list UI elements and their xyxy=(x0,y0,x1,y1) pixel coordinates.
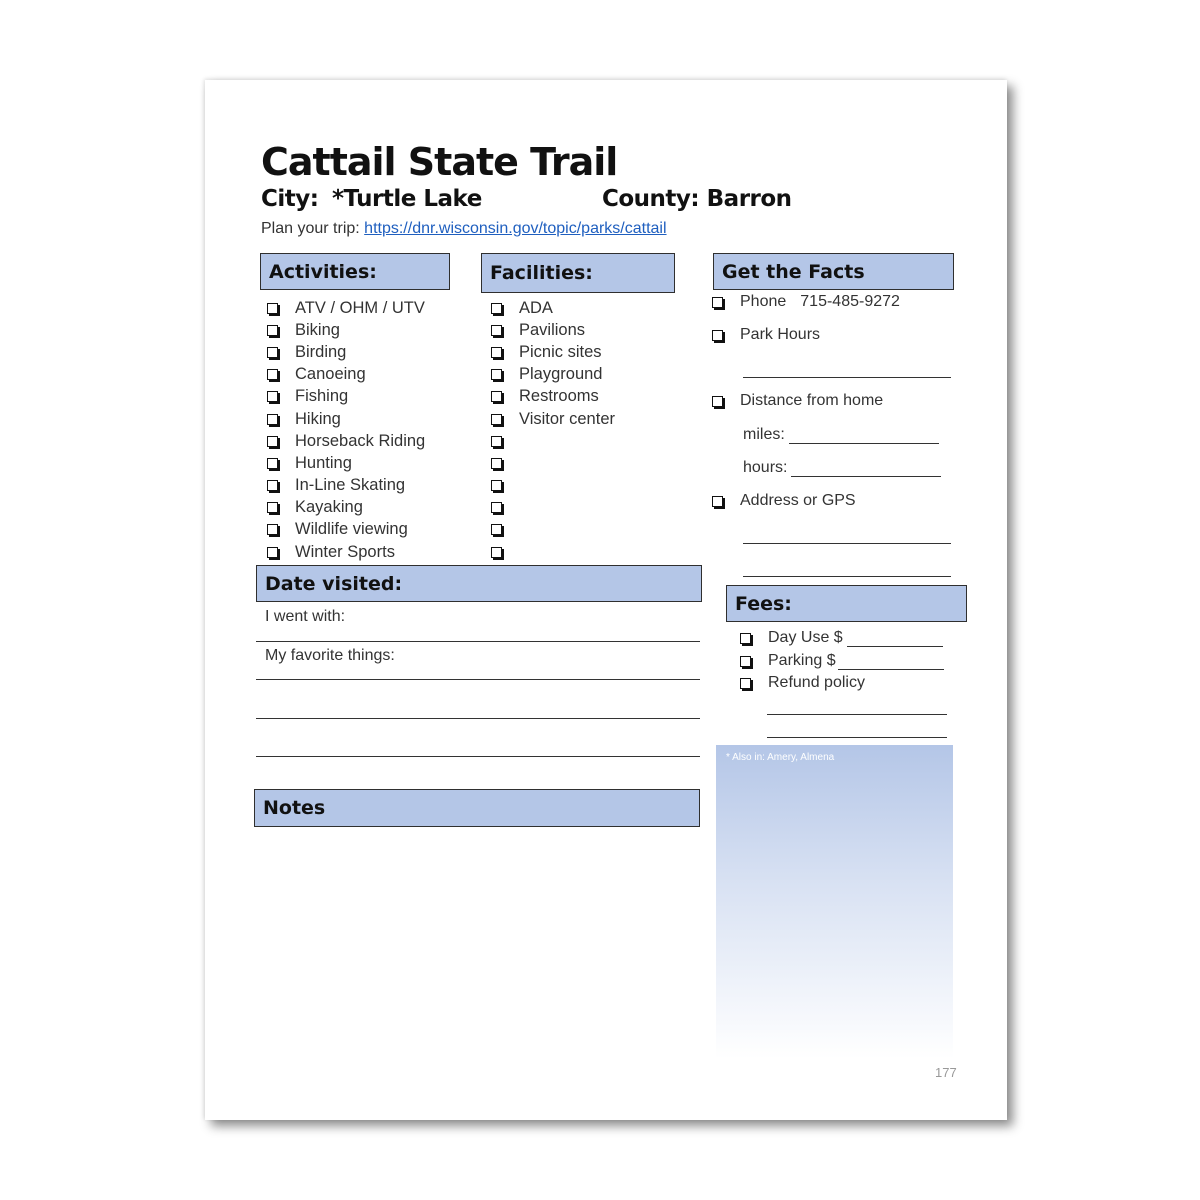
county-line xyxy=(602,186,792,212)
hours-label: hours: xyxy=(743,459,788,476)
worksheet-page xyxy=(205,80,1007,1120)
activities-label: Wildlife viewing xyxy=(295,520,408,539)
activities-list xyxy=(267,297,425,563)
facilities-checkbox[interactable] xyxy=(491,547,502,558)
activities-checkbox[interactable] xyxy=(267,303,278,314)
park-hours-line[interactable] xyxy=(743,377,951,378)
parking-row xyxy=(740,652,944,670)
activities-item xyxy=(267,341,425,363)
went-with-label: I went with: xyxy=(265,608,346,625)
park-hours-label: Park Hours xyxy=(740,326,821,343)
activities-checkbox[interactable] xyxy=(267,391,278,402)
refund-row xyxy=(740,674,865,692)
facilities-header: Facilities: xyxy=(481,253,675,293)
activities-checkbox[interactable] xyxy=(267,369,278,380)
facilities-checkbox[interactable] xyxy=(491,325,502,336)
day-use-field[interactable] xyxy=(847,630,943,647)
activities-label: Hiking xyxy=(295,409,341,428)
activities-item xyxy=(267,297,425,319)
miles-field[interactable] xyxy=(789,427,939,444)
distance-row xyxy=(712,392,883,410)
facts-header: Get the Facts xyxy=(713,253,954,290)
activities-item xyxy=(267,430,425,452)
plan-label: Plan your trip: xyxy=(261,220,360,237)
facilities-item xyxy=(491,297,615,319)
activities-label: Hunting xyxy=(295,453,352,472)
activities-item xyxy=(267,497,425,519)
facilities-item xyxy=(491,386,615,408)
address-label: Address or GPS xyxy=(740,492,856,509)
city-label: City: xyxy=(261,186,319,212)
phone-checkbox[interactable] xyxy=(712,297,723,308)
phone-row xyxy=(712,293,900,311)
activities-checkbox[interactable] xyxy=(267,325,278,336)
activities-item xyxy=(267,386,425,408)
facilities-checkbox[interactable] xyxy=(491,391,502,402)
facilities-label: Pavilions xyxy=(519,320,586,339)
facilities-label: Picnic sites xyxy=(519,342,602,361)
hours-row xyxy=(743,459,941,477)
activities-checkbox[interactable] xyxy=(267,347,278,358)
facilities-item xyxy=(491,519,615,541)
activities-checkbox[interactable] xyxy=(267,414,278,425)
facilities-item xyxy=(491,408,615,430)
also-in-note: * Also in: Amery, Almena xyxy=(726,752,835,763)
parking-field[interactable] xyxy=(838,653,944,670)
address-row xyxy=(712,492,856,510)
plan-trip-line xyxy=(261,220,667,238)
activities-label: ATV / OHM / UTV xyxy=(295,298,425,317)
facilities-label: Playground xyxy=(519,365,603,384)
hours-field[interactable] xyxy=(791,460,941,477)
facilities-checkbox[interactable] xyxy=(491,347,502,358)
facilities-item xyxy=(491,364,615,386)
facilities-checkbox[interactable] xyxy=(491,436,502,447)
park-hours-row xyxy=(712,326,820,344)
facilities-label: ADA xyxy=(519,298,553,317)
day-use-label: Day Use $ xyxy=(768,629,843,646)
activities-item xyxy=(267,364,425,386)
distance-checkbox[interactable] xyxy=(712,396,723,407)
facilities-item xyxy=(491,430,615,452)
notes-header: Notes xyxy=(254,789,700,827)
activities-item xyxy=(267,519,425,541)
distance-label: Distance from home xyxy=(740,392,884,409)
county-label: County: xyxy=(602,186,700,212)
facilities-item xyxy=(491,341,615,363)
facilities-checkbox[interactable] xyxy=(491,524,502,535)
activities-label: Horseback Riding xyxy=(295,431,426,450)
activities-item xyxy=(267,541,425,563)
facilities-checkbox[interactable] xyxy=(491,369,502,380)
favorite-label: My favorite things: xyxy=(265,647,395,664)
page-title: Cattail State Trail xyxy=(261,140,618,184)
activities-checkbox[interactable] xyxy=(267,502,278,513)
activities-label: In-Line Skating xyxy=(295,476,406,495)
facilities-checkbox[interactable] xyxy=(491,502,502,513)
park-hours-checkbox[interactable] xyxy=(712,330,723,341)
activities-item xyxy=(267,475,425,497)
facilities-item xyxy=(491,541,615,563)
plan-link[interactable]: https://dnr.wisconsin.gov/topic/parks/cattail xyxy=(364,220,667,237)
facilities-item xyxy=(491,475,615,497)
day-use-checkbox[interactable] xyxy=(740,633,751,644)
refund-checkbox[interactable] xyxy=(740,678,751,689)
facilities-checkbox[interactable] xyxy=(491,458,502,469)
activities-checkbox[interactable] xyxy=(267,436,278,447)
sidebar-note-panel xyxy=(716,745,953,1059)
refund-line-1[interactable] xyxy=(767,714,947,715)
phone-label: Phone xyxy=(740,293,787,310)
activities-checkbox[interactable] xyxy=(267,547,278,558)
activities-header: Activities: xyxy=(260,253,450,290)
county-value: Barron xyxy=(706,186,792,212)
activities-item xyxy=(267,319,425,341)
favorite-line-3[interactable] xyxy=(256,756,700,757)
activities-label: Winter Sports xyxy=(295,542,395,561)
address-checkbox[interactable] xyxy=(712,496,723,507)
miles-label: miles: xyxy=(743,426,785,443)
favorite-line-1[interactable] xyxy=(256,679,700,680)
activities-label: Birding xyxy=(295,342,347,361)
refund-label: Refund policy xyxy=(768,674,865,691)
date-visited-header: Date visited: xyxy=(256,565,702,602)
day-use-row xyxy=(740,629,943,647)
activities-item xyxy=(267,408,425,430)
facilities-label: Restrooms xyxy=(519,387,599,406)
activities-checkbox[interactable] xyxy=(267,458,278,469)
phone-value: 715-485-9272 xyxy=(800,293,900,310)
city-line xyxy=(261,186,482,212)
miles-row xyxy=(743,426,939,444)
facilities-item xyxy=(491,497,615,519)
fees-header: Fees: xyxy=(726,585,967,622)
facilities-checkbox[interactable] xyxy=(491,303,502,314)
activities-item xyxy=(267,452,425,474)
activities-checkbox[interactable] xyxy=(267,480,278,491)
favorite-line-2[interactable] xyxy=(256,718,700,719)
parking-label: Parking $ xyxy=(768,652,836,669)
facilities-checkbox[interactable] xyxy=(491,480,502,491)
activities-label: Fishing xyxy=(295,387,349,406)
activities-label: Kayaking xyxy=(295,498,363,517)
address-line-2[interactable] xyxy=(743,576,951,577)
page-number: 177 xyxy=(935,1065,957,1080)
activities-label: Biking xyxy=(295,320,340,339)
address-line-1[interactable] xyxy=(743,543,951,544)
refund-line-2[interactable] xyxy=(767,737,947,738)
city-value: *Turtle Lake xyxy=(331,186,482,212)
activities-label: Canoeing xyxy=(295,365,366,384)
facilities-checkbox[interactable] xyxy=(491,414,502,425)
facilities-list xyxy=(491,297,615,563)
activities-checkbox[interactable] xyxy=(267,524,278,535)
went-with-line[interactable] xyxy=(256,641,700,642)
facilities-item xyxy=(491,319,615,341)
facilities-label: Visitor center xyxy=(519,409,615,428)
facilities-item xyxy=(491,452,615,474)
parking-checkbox[interactable] xyxy=(740,656,751,667)
